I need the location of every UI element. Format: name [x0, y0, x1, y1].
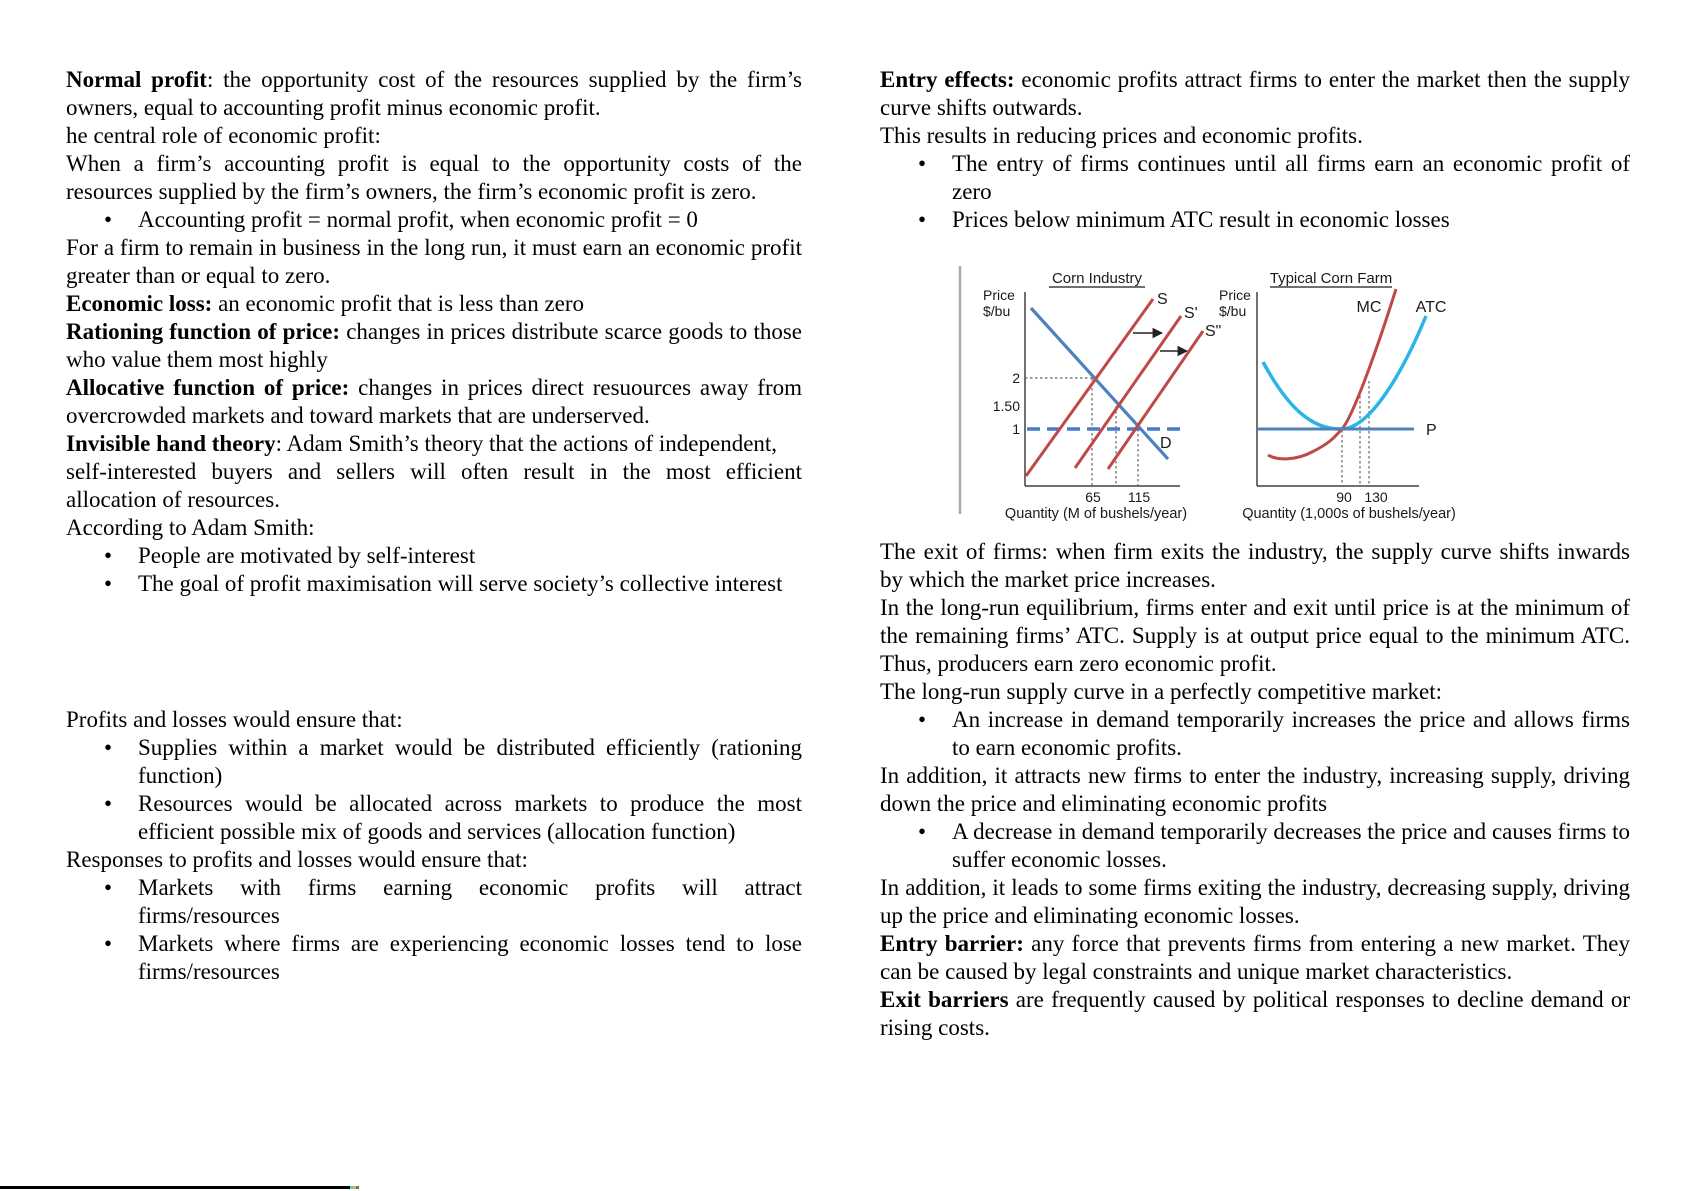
text: : the opportunity cost of the resources supplied by the firm’s owners, equal to accounting profit minus economic profit.: [66, 67, 802, 120]
left-y-axis-label-unit: $/bu: [983, 303, 1011, 319]
text: Profits and losses would ensure that:: [66, 707, 403, 732]
paragraph: [880, 538, 1630, 594]
typical-corn-farm-title: Typical Corn Farm: [1269, 270, 1393, 287]
right-y-axis-label-unit: $/bu: [1219, 303, 1247, 319]
bullet-item: [66, 570, 802, 598]
bold-text: Rationing function of price:: [66, 319, 341, 344]
bullet-item: [66, 874, 802, 930]
left-xtick-115: 115: [1127, 489, 1151, 505]
paragraph: [66, 706, 802, 734]
mc-label: MC: [1356, 299, 1382, 316]
text: In addition, it attracts new firms to enter the industry, increasing supply, driving down the price and eliminating economic profits: [880, 763, 1630, 816]
text: The long-run supply curve in a perfectly competitive market:: [880, 679, 1443, 704]
text: Markets where firms are experiencing economic losses tend to lose firms/resources: [138, 931, 802, 984]
text: People are motivated by self-interest: [138, 543, 476, 568]
vertical-gap: [66, 598, 802, 706]
text: An increase in demand temporarily increases the price and allows firms to earn economic profits.: [952, 707, 1630, 760]
text: The entry of firms continues until all firms earn an economic profit of zero: [952, 151, 1630, 204]
right-xtick-130: 130: [1364, 489, 1388, 505]
demand-curve-label: D: [1160, 435, 1172, 452]
paragraph: [66, 430, 802, 458]
text: any force that prevents firms from entering a new market. They can be caused by legal constraints and unique market characteristics.: [880, 931, 1630, 984]
supply-s-double-prime-label: S": [1205, 323, 1222, 340]
right-column: [880, 66, 1630, 1042]
right-column-top-text: [880, 66, 1630, 234]
text: an economic profit that is less than zero: [212, 291, 585, 316]
paragraph: [66, 846, 802, 874]
right-x-axis-label: Quantity (1,000s of bushels/year): [1242, 506, 1456, 522]
bold-text: Economic loss:: [66, 291, 213, 316]
paragraph: [880, 986, 1630, 1042]
right-xtick-90: 90: [1336, 489, 1352, 505]
left-column: [66, 66, 802, 986]
text: economic profits attract firms to enter the market then the supply curve shifts outwards.: [880, 67, 1630, 120]
paragraph: [880, 66, 1630, 122]
paragraph: [66, 290, 802, 318]
text: Accounting profit = normal profit, when economic profit = 0: [138, 207, 698, 232]
text: Prices below minimum ATC result in economic losses: [952, 207, 1450, 232]
left-ytick-150: 1.50: [992, 398, 1020, 414]
paragraph: [66, 66, 802, 122]
bold-text: Normal profit: [66, 67, 207, 92]
text: Supplies within a market would be distributed efficiently (rationing function): [138, 735, 802, 788]
bullet-item: [66, 790, 802, 846]
bullet-item: [880, 206, 1630, 234]
bold-text: Exit barriers: [880, 987, 1009, 1012]
text: For a firm to remain in business in the long run, it must earn an economic profit greater than or equal to zero.: [66, 235, 802, 288]
p-label: P: [1426, 422, 1437, 439]
paragraph: [880, 762, 1630, 818]
bullet-item: [66, 734, 802, 790]
paragraph: [66, 514, 802, 542]
text: This results in reducing prices and economic profits.: [880, 123, 1363, 148]
left-ytick-2: 2: [1012, 370, 1020, 386]
atc-label: ATC: [1415, 299, 1447, 316]
text: A decrease in demand temporarily decreases the price and causes firms to suffer economic losses.: [952, 819, 1630, 872]
text: Resources would be allocated across markets to produce the most efficient possible mix of goods and services (allocation function): [138, 791, 802, 844]
paragraph: [66, 318, 802, 374]
text: The exit of firms: when firm exits the industry, the supply curve shifts inwards by which the market price increases.: [880, 539, 1630, 592]
supply-demand-figure: [956, 256, 1473, 524]
paragraph: [66, 234, 802, 290]
paragraph: [880, 678, 1630, 706]
left-x-axis-label: Quantity (M of bushels/year): [1004, 506, 1188, 522]
bullet-item: [66, 930, 802, 986]
bold-text: Entry effects:: [880, 67, 1015, 92]
left-y-axis-label-price: Price: [983, 287, 1015, 303]
paragraph: [66, 458, 802, 514]
text: In addition, it leads to some firms exiting the industry, decreasing supply, driving up the price and eliminating economic losses.: [880, 875, 1630, 928]
text: When a firm’s accounting profit is equal to the opportunity costs of the resources supplied by the firm’s owners, the firm’s economic profit is zero.: [66, 151, 802, 204]
right-column-bottom-text: [880, 538, 1630, 1042]
text: he central role of economic profit:: [66, 123, 381, 148]
text: In the long-run equilibrium, firms enter and exit until price is at the minimum of the remaining firms’ ATC. Supply is at output price equal to the minimum ATC. Thus, producers earn zero economic profit.: [880, 595, 1630, 676]
atc-curve: [1263, 316, 1426, 429]
corn-industry-title: Corn Industry: [1051, 270, 1143, 287]
bold-text: Allocative function of price:: [66, 375, 350, 400]
bullet-item: [880, 150, 1630, 206]
bold-text: Entry barrier:: [880, 931, 1024, 956]
left-ytick-1: 1: [1012, 421, 1020, 437]
footnote-artifact: [350, 1186, 359, 1189]
right-y-axis-label-price: Price: [1219, 287, 1251, 303]
paragraph: [66, 374, 802, 430]
demand-curve: [1031, 308, 1168, 459]
text: self-interested buyers and sellers will often result in the most efficient allocation of resources.: [66, 459, 802, 512]
text: Responses to profits and losses would ensure that:: [66, 847, 528, 872]
text: According to Adam Smith:: [66, 515, 315, 540]
paragraph: [66, 122, 802, 150]
text: The goal of profit maximisation will serve society’s collective interest: [138, 571, 783, 596]
bullet-item: [66, 542, 802, 570]
figure-svg: [956, 256, 1473, 524]
text: are frequently caused by political responses to decline demand or rising costs.: [880, 987, 1630, 1040]
paragraph: [880, 874, 1630, 930]
text: Markets with firms earning economic profits will attract firms/resources: [138, 875, 802, 928]
paragraph: [880, 930, 1630, 986]
paragraph: [66, 150, 802, 206]
text: : Adam Smith’s theory that the actions of independent,: [275, 431, 778, 456]
footnote-rule: [0, 1186, 350, 1189]
left-xtick-65: 65: [1085, 489, 1101, 505]
bold-text: Invisible hand theory: [66, 431, 276, 456]
text: changes in prices distribute scarce goods to those who value them most highly: [66, 319, 802, 372]
paragraph: [880, 122, 1630, 150]
text: changes in prices direct resuources away from overcrowded markets and toward markets that are underserved.: [66, 375, 802, 428]
bullet-item: [66, 206, 802, 234]
bullet-item: [880, 818, 1630, 874]
bullet-item: [880, 706, 1630, 762]
supply-s-prime-label: S': [1184, 305, 1198, 322]
supply-s-label: S: [1157, 291, 1168, 308]
paragraph: [880, 594, 1630, 678]
